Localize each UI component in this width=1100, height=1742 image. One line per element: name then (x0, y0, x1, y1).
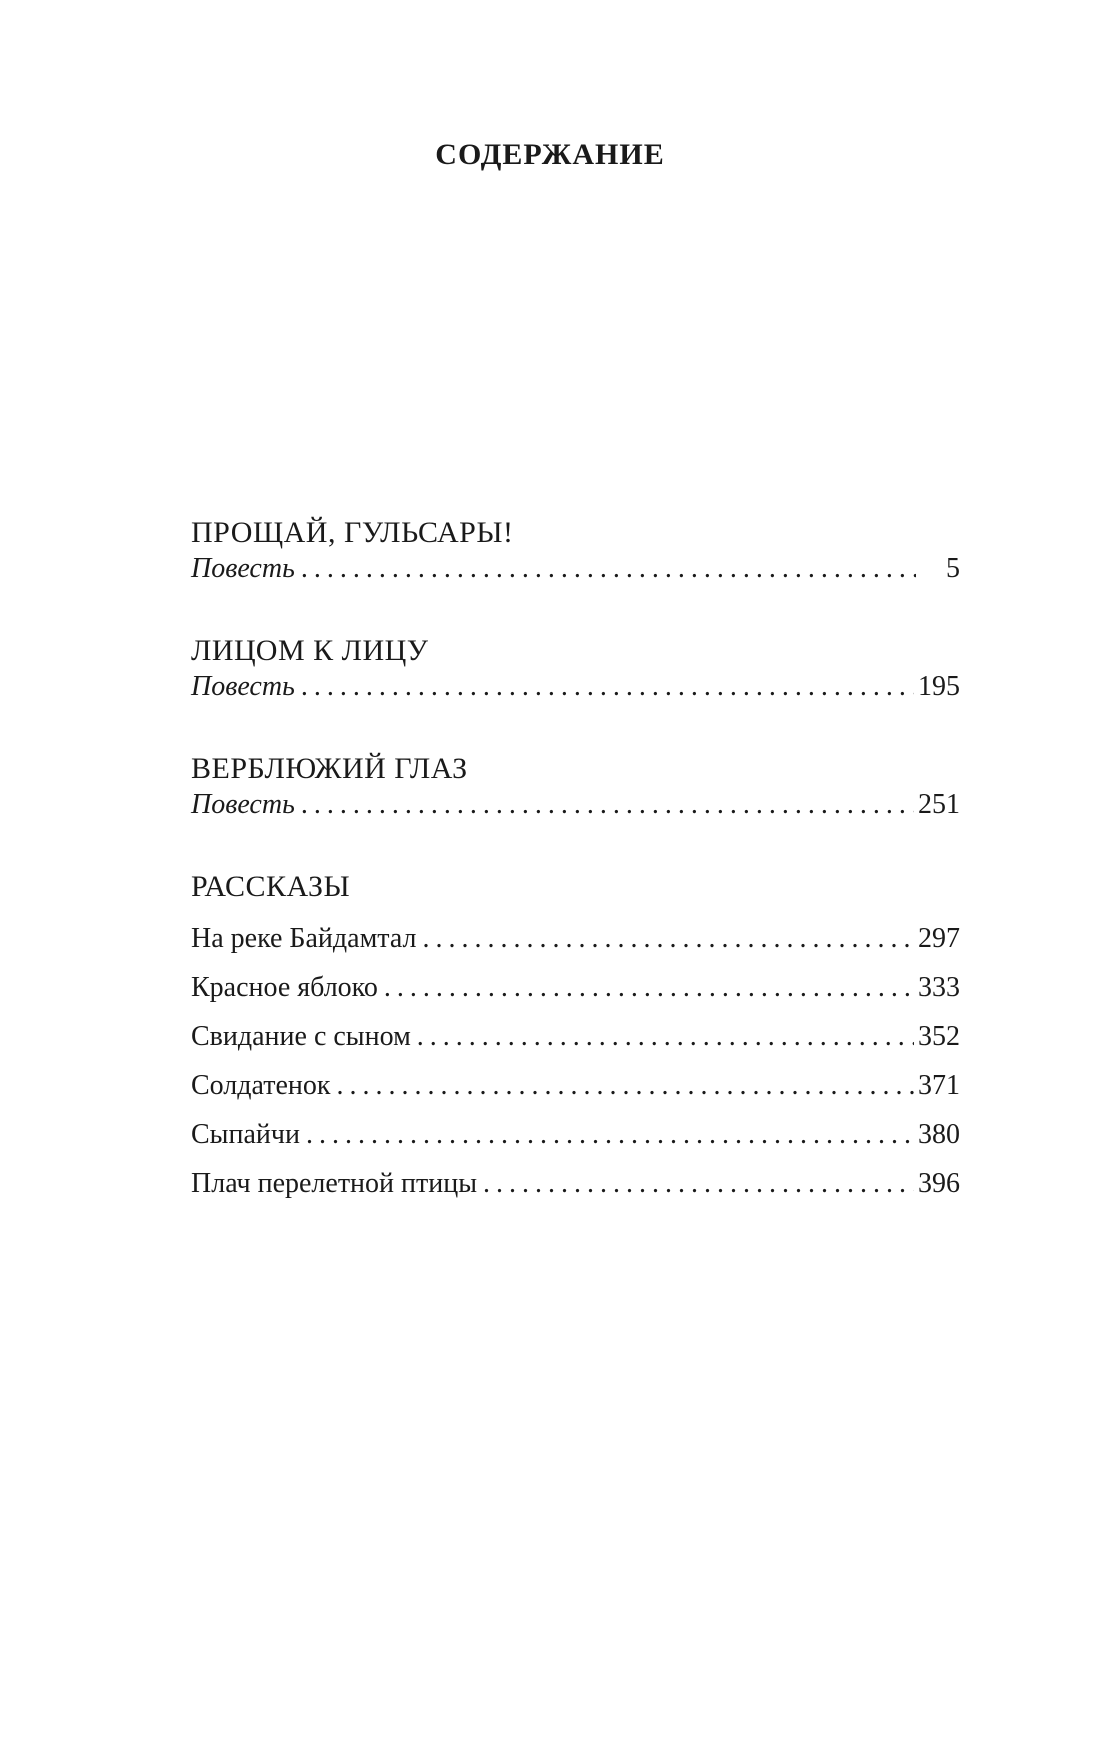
leader-dots (301, 551, 916, 587)
story-title: Красное яблоко (191, 972, 378, 1003)
page-number: 251 (918, 789, 960, 820)
leader-dots (417, 1019, 914, 1055)
work-genre: Повесть (191, 553, 295, 584)
work-genre: Повесть (191, 671, 295, 702)
toc-row[interactable] (191, 1019, 960, 1055)
toc-entry-litsom-k-litsu (191, 633, 960, 705)
page-number: 195 (918, 671, 960, 702)
leader-dots (384, 970, 914, 1006)
page-title: СОДЕРЖАНИЕ (435, 138, 665, 171)
toc-entry-proshchai-gulsary (191, 515, 960, 587)
page-number: 5 (946, 553, 960, 584)
work-heading: ВЕРБЛЮЖИЙ ГЛАЗ (191, 752, 468, 785)
toc-row[interactable] (191, 1166, 960, 1202)
work-heading: ЛИЦОМ К ЛИЦУ (191, 634, 429, 667)
stories-heading: РАССКАЗЫ (191, 870, 351, 903)
leader-dots (336, 1068, 914, 1104)
page-number: 380 (918, 1119, 960, 1150)
story-title: Свидание с сыном (191, 1021, 411, 1052)
toc-row[interactable] (191, 669, 960, 705)
story-title: На реке Байдамтал (191, 923, 417, 954)
story-title: Солдатенок (191, 1070, 331, 1101)
toc-row[interactable] (191, 921, 960, 957)
toc-row[interactable] (191, 1068, 960, 1104)
stories-list (191, 921, 960, 1202)
leader-dots (301, 787, 914, 823)
toc-section-stories (191, 869, 960, 1202)
leader-dots (483, 1166, 914, 1202)
work-heading: ПРОЩАЙ, ГУЛЬСАРЫ! (191, 516, 514, 549)
page-number: 396 (918, 1168, 960, 1199)
page-number: 352 (918, 1021, 960, 1052)
toc-row[interactable] (191, 970, 960, 1006)
toc-row[interactable] (191, 1117, 960, 1153)
toc-row[interactable] (191, 787, 960, 823)
work-genre: Повесть (191, 789, 295, 820)
toc-row[interactable] (191, 551, 960, 587)
page-number: 333 (918, 972, 960, 1003)
page-number: 297 (918, 923, 960, 954)
toc-entry-verblyuzhii-glaz (191, 751, 960, 823)
leader-dots (423, 921, 914, 957)
leader-dots (306, 1117, 914, 1153)
leader-dots (301, 669, 914, 705)
story-title: Плач перелетной птицы (191, 1168, 478, 1199)
table-of-contents (191, 515, 960, 1215)
story-title: Сыпайчи (191, 1119, 300, 1150)
page-number: 371 (918, 1070, 960, 1101)
